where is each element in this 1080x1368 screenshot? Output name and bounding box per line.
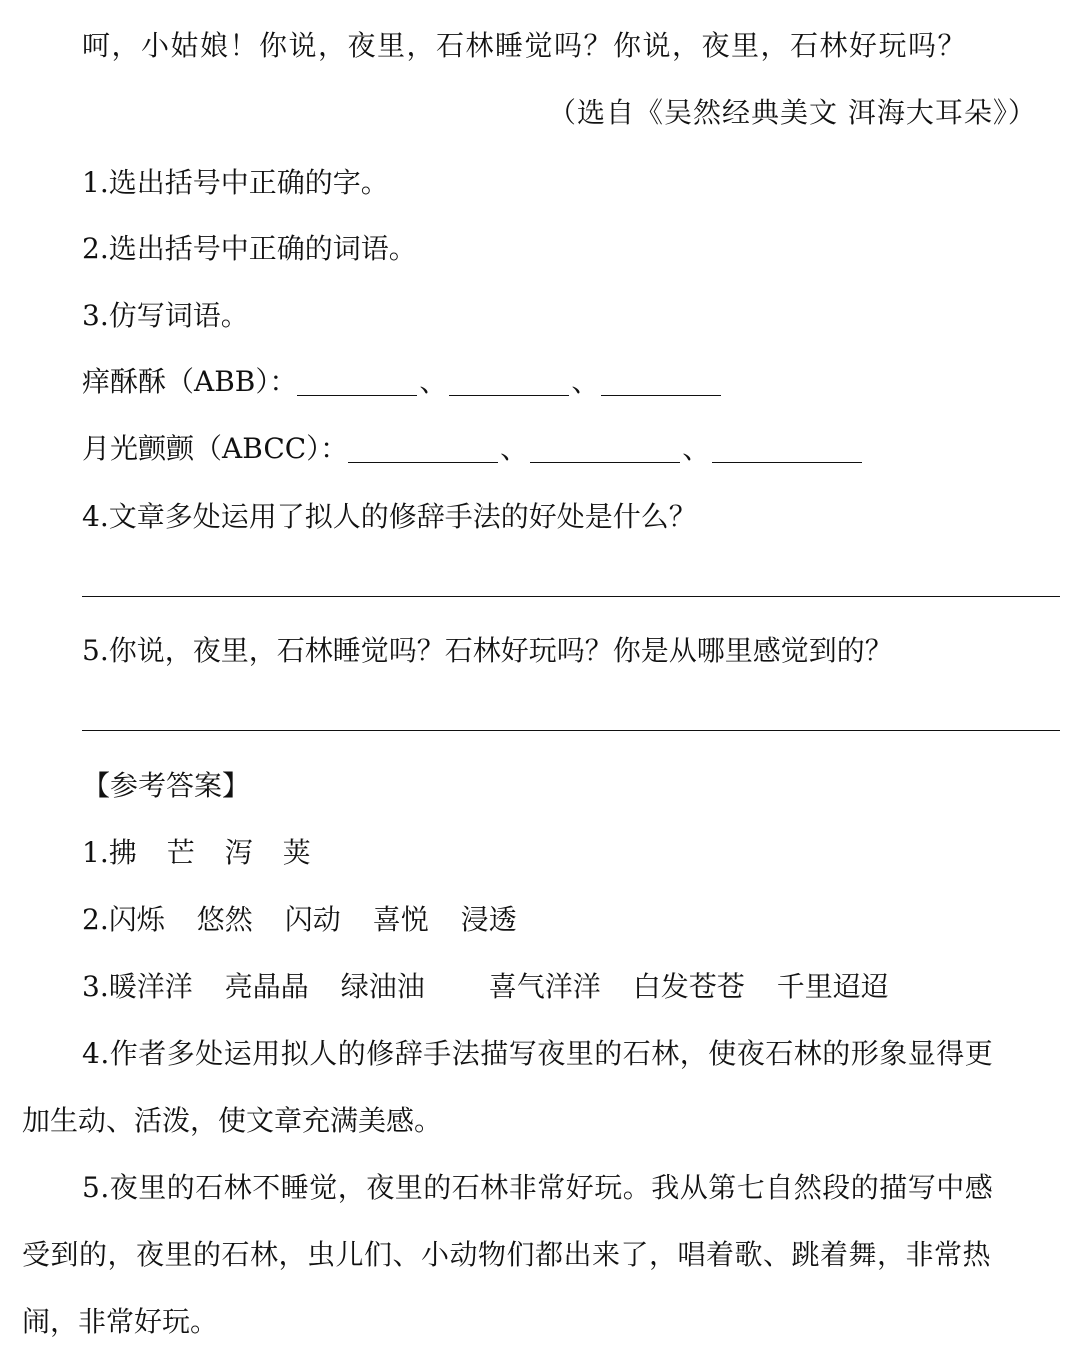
separator: 、	[419, 365, 448, 398]
q5-answer-line[interactable]	[82, 730, 1060, 731]
q4-answer-line[interactable]	[82, 596, 1060, 597]
answer-3	[82, 967, 889, 1007]
passage-last-line: 呵，小姑娘！你说，夜里，石林睡觉吗？你说，夜里，石林好玩吗？	[82, 29, 968, 62]
answer-item: 芒	[166, 836, 195, 869]
q3-abb-prompt: 痒酥酥（ABB）：	[82, 365, 298, 398]
question-4: 4.文章多处运用了拟人的修辞手法的好处是什么？	[82, 500, 697, 533]
answer-item: 绿油油	[340, 970, 425, 1003]
answer-item: 荚	[282, 836, 311, 869]
answer-item: 悠然	[196, 903, 253, 936]
q3-abcc-prompt: 月光颤颤（ABCC）：	[82, 432, 349, 465]
answer-5-line-3: 闹，非常好玩。	[22, 1305, 219, 1338]
answer-1	[82, 833, 311, 873]
question-2: 2.选出括号中正确的词语。	[82, 232, 417, 265]
answer-5-line-1: 5.夜里的石林不睡觉，夜里的石林非常好玩。我从第七自然段的描写中感	[82, 1171, 994, 1204]
answer-item: 泻	[224, 836, 253, 869]
q3-abb-row	[82, 362, 721, 402]
separator: 、	[682, 432, 711, 465]
answer-5-line-2: 受到的，夜里的石林，虫儿们、小动物们都出来了，唱着歌、跳着舞，非常热	[22, 1238, 992, 1271]
q3-abcc-row	[82, 429, 862, 469]
answer-num: 2.	[82, 903, 109, 936]
q3-abcc-blank-2[interactable]	[530, 434, 680, 463]
answer-4-line-1: 4.作者多处运用拟人的修辞手法描写夜里的石林，使夜石林的形象显得更	[82, 1037, 994, 1070]
q3-abb-blank-1[interactable]	[297, 367, 417, 396]
answer-item: 喜气洋洋	[488, 970, 601, 1003]
answer-item: 浸透	[460, 903, 517, 936]
answer-item: 喜悦	[372, 903, 429, 936]
q3-abcc-blank-3[interactable]	[712, 434, 862, 463]
answer-4-line-2: 加生动、活泼，使文章充满美感。	[22, 1104, 443, 1137]
answer-2	[82, 900, 517, 940]
question-1: 1.选出括号中正确的字。	[82, 166, 389, 199]
answer-item: 暖洋洋	[108, 970, 193, 1003]
separator: 、	[571, 365, 600, 398]
answer-num: 1.	[82, 836, 109, 869]
separator: 、	[500, 432, 529, 465]
answer-item: 千里迢迢	[776, 970, 889, 1003]
answer-item: 闪烁	[108, 903, 165, 936]
question-3: 3.仿写词语。	[82, 299, 249, 332]
answer-item: 拂	[108, 836, 137, 869]
q3-abcc-blank-1[interactable]	[348, 434, 498, 463]
answer-num: 3.	[82, 970, 109, 1003]
q3-abb-blank-3[interactable]	[601, 367, 721, 396]
answer-item: 亮晶晶	[224, 970, 309, 1003]
answers-heading: 【参考答案】	[82, 769, 251, 802]
question-5: 5.你说，夜里，石林睡觉吗？石林好玩吗？你是从哪里感觉到的？	[82, 634, 893, 667]
passage-source: （选自《吴然经典美文 洱海大耳朵》）	[548, 96, 1037, 129]
answer-item: 白发苍苍	[632, 970, 745, 1003]
q3-abb-blank-2[interactable]	[449, 367, 569, 396]
answer-item: 闪动	[284, 903, 341, 936]
